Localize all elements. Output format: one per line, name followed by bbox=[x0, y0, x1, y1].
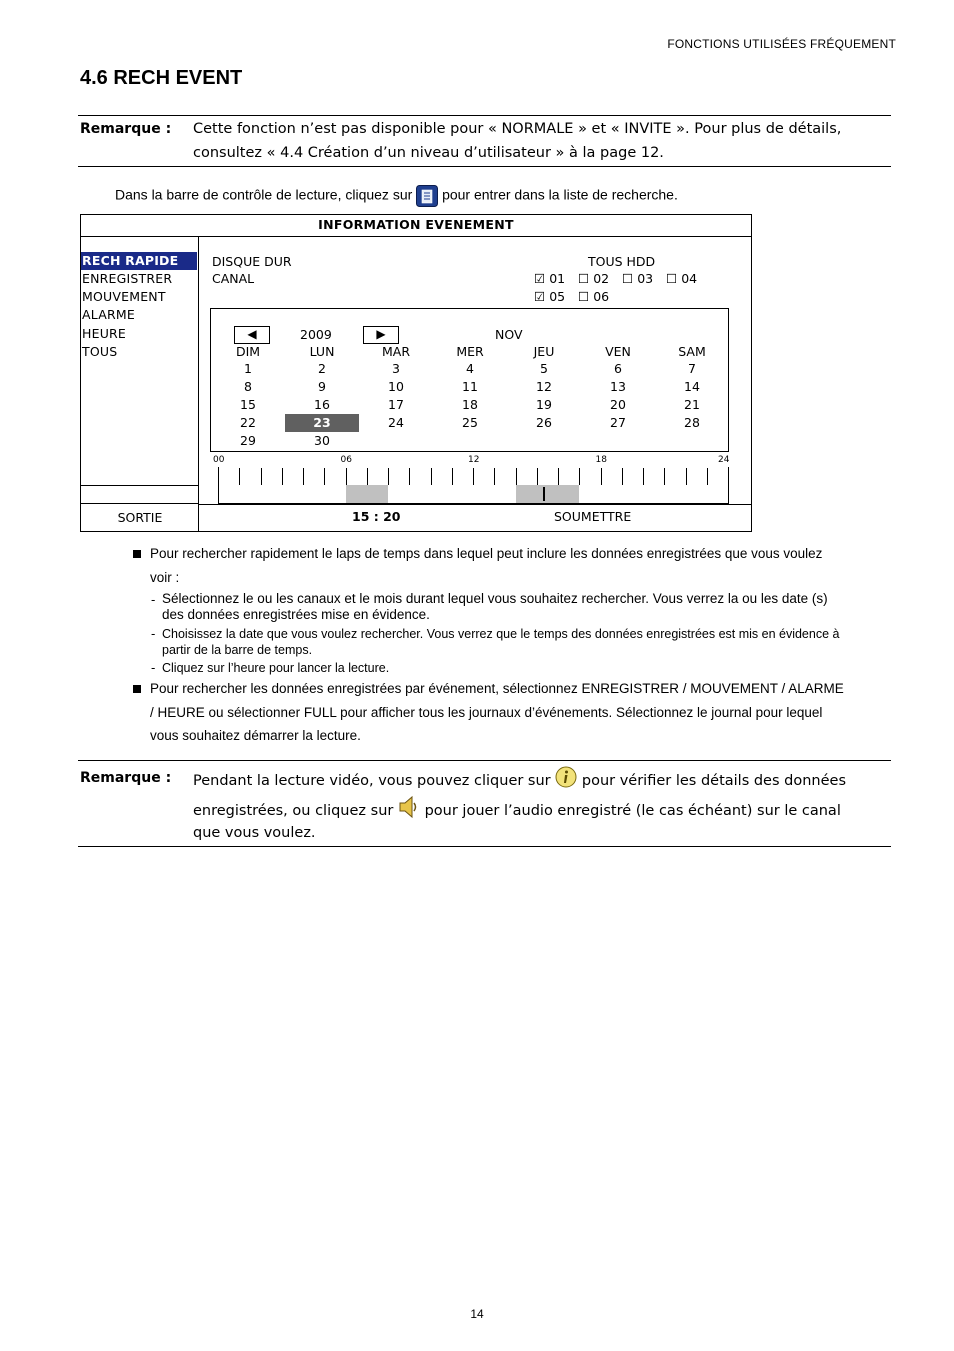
note1-line2: consultez « 4.4 Création d’un niveau d’utilisateur » à la page 12. bbox=[193, 145, 664, 161]
timeline-tick bbox=[537, 468, 538, 485]
bullet2-line3: vous souhaitez démarrer la lecture. bbox=[150, 728, 361, 743]
timeline-tick bbox=[346, 468, 347, 485]
bullet2-line2: / HEURE ou sélectionner FULL pour afficher tous les journaux d’événements. Sélectionnez le journal pour lequel bbox=[150, 705, 823, 720]
search-list-icon bbox=[416, 185, 438, 207]
intro-after: pour entrer dans la liste de recherche. bbox=[442, 186, 678, 203]
note1-line1: Cette fonction n’est pas disponible pour « NORMALE » et « INVITE ». Pour plus de détails, bbox=[193, 121, 842, 137]
bullet-marker bbox=[133, 550, 141, 558]
note2-top-rule bbox=[78, 760, 891, 761]
timeline-label-24: 24 bbox=[718, 455, 730, 465]
bullet-marker bbox=[133, 685, 141, 693]
prev-year-button[interactable]: ◀ bbox=[234, 326, 270, 344]
bullet1-line2: voir : bbox=[150, 570, 180, 585]
sub3-line1: Cliquez sur l’heure pour lancer la lecture. bbox=[162, 661, 390, 675]
sub2-line2: partir de la barre de temps. bbox=[162, 643, 313, 657]
note2-line2: enregistrées, ou cliquez sur pour jouer l’audio enregistré (le cas échéant) sur le canal bbox=[193, 794, 841, 823]
calendar-day-21[interactable]: 21 bbox=[684, 397, 700, 412]
note2-line1: Pendant la lecture vidéo, vous pouvez cliquer sur pour vérifier les détails des données bbox=[193, 766, 846, 793]
calendar-day-7[interactable]: 7 bbox=[688, 361, 696, 376]
timeline-tick bbox=[707, 468, 708, 485]
channel-checkbox-04[interactable]: ☐ 04 bbox=[666, 271, 698, 286]
timeline-tick bbox=[452, 468, 453, 485]
weekday-header: SAM bbox=[678, 344, 706, 359]
timeline-tick bbox=[558, 468, 559, 485]
calendar-day-2[interactable]: 2 bbox=[318, 361, 326, 376]
calendar-day-5[interactable]: 5 bbox=[540, 361, 548, 376]
sub1-line2: des données enregistrées mise en évidence. bbox=[162, 607, 430, 622]
weekday-header: JEU bbox=[533, 344, 555, 359]
menu-item-all[interactable]: TOUS bbox=[82, 344, 118, 359]
timeline-tick bbox=[303, 468, 304, 485]
note1-bottom-rule bbox=[78, 166, 891, 167]
running-header: FONCTIONS UTILISÉES FRÉQUEMENT bbox=[667, 37, 896, 51]
timeline-tick bbox=[409, 468, 410, 485]
timeline-tick bbox=[622, 468, 623, 485]
timeline-tick bbox=[239, 468, 240, 485]
timeline-tick bbox=[261, 468, 262, 485]
event-info-panel bbox=[80, 214, 752, 532]
calendar-day-29[interactable]: 29 bbox=[240, 433, 256, 448]
bullet1-line1: Pour rechercher rapidement le laps de temps dans lequel peut inclure les données enregistrées que vous voulez bbox=[150, 546, 823, 561]
timeline-label-00: 00 bbox=[213, 455, 225, 465]
channel-checkbox-01[interactable]: ☑ 01 bbox=[534, 271, 566, 286]
channel-checkbox-03[interactable]: ☐ 03 bbox=[622, 271, 654, 286]
calendar-year: 2009 bbox=[300, 327, 332, 342]
channel-label: CANAL bbox=[212, 271, 255, 286]
timeline-tick bbox=[282, 468, 283, 485]
menu-item-time[interactable]: HEURE bbox=[82, 326, 127, 341]
calendar-day-25[interactable]: 25 bbox=[462, 415, 478, 430]
timeline-tick bbox=[643, 468, 644, 485]
channel-checkbox-05[interactable]: ☑ 05 bbox=[534, 289, 566, 304]
selected-time[interactable]: 15 : 20 bbox=[352, 509, 401, 524]
dash-marker: - bbox=[151, 660, 156, 675]
next-year-button[interactable]: ▶ bbox=[363, 326, 399, 344]
calendar-day-24[interactable]: 24 bbox=[388, 415, 404, 430]
calendar-day-28[interactable]: 28 bbox=[684, 415, 700, 430]
calendar-day-26[interactable]: 26 bbox=[536, 415, 552, 430]
weekday-header: DIM bbox=[235, 344, 261, 359]
calendar-day-18[interactable]: 18 bbox=[462, 397, 478, 412]
note1-label: Remarque : bbox=[80, 121, 172, 137]
timeline-tick bbox=[494, 468, 495, 485]
intro-before: Dans la barre de contrôle de lecture, cliquez sur bbox=[115, 186, 413, 203]
calendar-day-8[interactable]: 8 bbox=[244, 379, 252, 394]
calendar-day-14[interactable]: 14 bbox=[684, 379, 700, 394]
calendar-day-23[interactable]: 23 bbox=[285, 414, 359, 432]
section-title: 4.6 RECH EVENT bbox=[80, 67, 243, 89]
channel-checkbox-02[interactable]: ☐ 02 bbox=[578, 271, 610, 286]
calendar-day-15[interactable]: 15 bbox=[240, 397, 256, 412]
timeline-bottom-line bbox=[199, 504, 751, 505]
timeline-label-12: 12 bbox=[468, 455, 480, 465]
weekday-header: MAR bbox=[381, 344, 411, 359]
calendar-day-19[interactable]: 19 bbox=[536, 397, 552, 412]
timeline-tick bbox=[367, 468, 368, 485]
timeline-tick bbox=[388, 468, 389, 485]
note2-bottom-rule bbox=[78, 846, 891, 847]
dash-marker: - bbox=[151, 592, 156, 607]
timeline-tick bbox=[601, 468, 602, 485]
timeline-label-18: 18 bbox=[595, 455, 607, 465]
calendar-day-12[interactable]: 12 bbox=[536, 379, 552, 394]
submit-button[interactable]: SOUMETTRE bbox=[554, 509, 632, 524]
speaker-icon bbox=[398, 803, 425, 819]
weekday-header: VEN bbox=[605, 344, 631, 359]
channel-checkbox-06[interactable]: ☐ 06 bbox=[578, 289, 610, 304]
timeline-tick bbox=[324, 468, 325, 485]
exit-button[interactable]: SORTIE bbox=[117, 510, 163, 525]
panel-title: INFORMATION EVENEMENT bbox=[81, 215, 751, 237]
timeline-tick bbox=[516, 468, 517, 485]
calendar-day-22[interactable]: 22 bbox=[240, 415, 256, 430]
menu-item-alarm[interactable]: ALARME bbox=[82, 307, 135, 322]
page-number: 14 bbox=[470, 1307, 484, 1321]
note2-label: Remarque : bbox=[80, 770, 172, 786]
calendar-day-13[interactable]: 13 bbox=[610, 379, 626, 394]
note2-line3: que vous voulez. bbox=[193, 825, 316, 841]
menu-item-record[interactable]: ENREGISTRER bbox=[82, 271, 173, 286]
menu-item-quick-search[interactable]: RECH RAPIDE bbox=[81, 252, 197, 270]
calendar-day-30[interactable]: 30 bbox=[314, 433, 330, 448]
timeline-label-06: 06 bbox=[340, 455, 352, 465]
menu-item-motion[interactable]: MOUVEMENT bbox=[82, 289, 166, 304]
calendar-day-6[interactable]: 6 bbox=[614, 361, 622, 376]
info-icon bbox=[555, 773, 582, 789]
intro-text bbox=[115, 185, 678, 207]
bullet2-line1: Pour rechercher les données enregistrées par événement, sélectionnez ENREGISTRER / MOUVEMENT / ALARME bbox=[150, 681, 844, 696]
calendar-day-11[interactable]: 11 bbox=[462, 379, 478, 394]
search-menu bbox=[81, 237, 199, 531]
sub2-line1: Choisissez la date que vous voulez rechercher. Vous verrez que le temps des données enregistrées est mis en évidence à bbox=[162, 627, 840, 641]
calendar-day-4[interactable]: 4 bbox=[466, 361, 474, 376]
calendar-day-27[interactable]: 27 bbox=[610, 415, 626, 430]
calendar-day-10[interactable]: 10 bbox=[388, 379, 404, 394]
timeline-tick bbox=[728, 468, 729, 485]
weekday-header: LUN bbox=[309, 344, 335, 359]
dash-marker: - bbox=[151, 626, 156, 641]
calendar-day-20[interactable]: 20 bbox=[610, 397, 626, 412]
disk-label: DISQUE DUR bbox=[212, 254, 292, 269]
recorded-segment[interactable] bbox=[346, 485, 389, 503]
timeline-tick bbox=[473, 468, 474, 485]
timeline-tick bbox=[579, 468, 580, 485]
timeline-tick bbox=[431, 468, 432, 485]
timeline-cursor[interactable] bbox=[543, 487, 545, 501]
recorded-segment[interactable] bbox=[516, 485, 580, 503]
calendar-day-1[interactable]: 1 bbox=[244, 361, 252, 376]
calendar-day-16[interactable]: 16 bbox=[314, 397, 330, 412]
sub1-line1: Sélectionnez le ou les canaux et le mois durant lequel vous souhaitez rechercher. Vous verrez la ou les date (s) bbox=[162, 591, 828, 606]
menu-divider bbox=[81, 485, 199, 486]
timeline-tick bbox=[218, 468, 219, 485]
calendar-day-3[interactable]: 3 bbox=[392, 361, 400, 376]
calendar bbox=[210, 308, 729, 452]
disk-select[interactable]: TOUS HDD bbox=[588, 254, 656, 269]
timeline-tick bbox=[686, 468, 687, 485]
note1-top-rule bbox=[78, 115, 891, 116]
calendar-day-17[interactable]: 17 bbox=[388, 397, 404, 412]
calendar-day-9[interactable]: 9 bbox=[318, 379, 326, 394]
timeline-tick bbox=[664, 468, 665, 485]
weekday-header: MER bbox=[456, 344, 484, 359]
calendar-month[interactable]: NOV bbox=[495, 327, 523, 342]
